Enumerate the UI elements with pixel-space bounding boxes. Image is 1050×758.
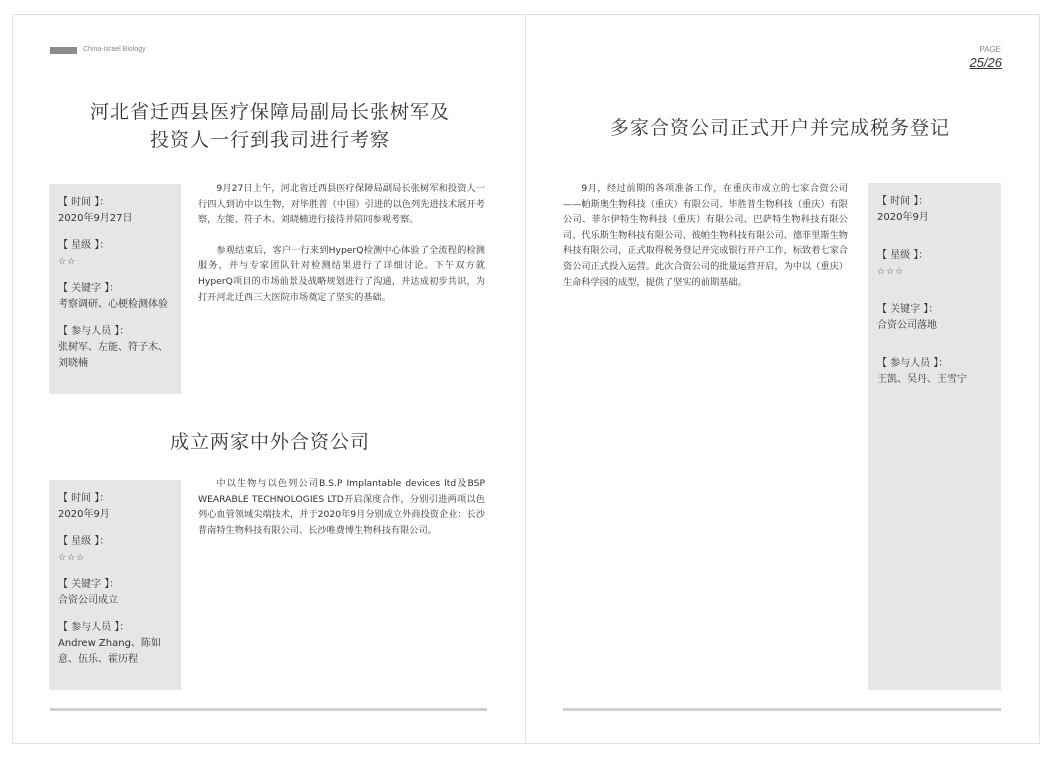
article3-body: [563, 181, 848, 305]
time-field: [58, 195, 172, 227]
people-label: 【 参与人员 】：: [877, 358, 949, 369]
page-number: 25/26: [969, 55, 1002, 70]
keyword-field: [58, 577, 172, 609]
article1-title: [60, 98, 480, 154]
article3-title: 多家合资公司正式开户并完成税务登记: [609, 117, 950, 139]
time-field: [58, 491, 172, 523]
article1-paragraph-2: 参观结束后，客户一行来到HyperQ检测中心体验了全流程的检测服务，并与专家团队针对检测结果进行了详细讨论。下午双方就HyperQ项目的市场前景及战略规划进行了沟通，并达成初步共识，为打开河北迁西三大医院市场奠定了坚实的基础。: [198, 244, 485, 303]
article1-body: [198, 181, 485, 320]
article3-info-box: [868, 183, 1001, 690]
people-field: [877, 356, 992, 388]
keyword-value: 考察调研、心梗检测体验: [58, 299, 168, 310]
people-value: Andrew Zhang、陈如意、伍乐、霍历程: [58, 638, 161, 665]
level-field: [58, 534, 172, 566]
level-field: [877, 248, 992, 280]
article2-title: 成立两家中外合资公司: [169, 431, 370, 453]
time-value: 2020年9月: [58, 509, 110, 520]
time-label: 【 时间 】：: [58, 197, 110, 208]
people-label: 【 参与人员 】：: [58, 622, 130, 633]
time-value: 2020年9月: [877, 212, 929, 223]
left-footer-rule: [50, 708, 487, 711]
star-rating: ☆☆☆: [58, 553, 86, 563]
star-rating: ☆☆☆: [877, 267, 905, 277]
article1-paragraph-1: 9月27日上午，河北省迁西县医疗保障局副局长张树军和投资人一行四人到访中以生物，对毕胜普（中国）引进的以色列先进技术展开考察，左能、符子木、刘晓楠进行接待并陪同参观考察。: [198, 183, 485, 226]
people-field: [58, 620, 172, 668]
right-footer-rule: [563, 708, 1001, 711]
header-bar-decoration: [50, 47, 77, 54]
time-field: [877, 194, 992, 226]
article1-title-line2: 投资人一行到我司进行考察: [149, 129, 390, 151]
article2-body: [198, 476, 485, 553]
level-label: 【 星级 】：: [58, 536, 110, 547]
people-label: 【 参与人员 】：: [58, 326, 130, 337]
level-label: 【 星级 】：: [877, 250, 929, 261]
keyword-label: 【 关键字 】：: [58, 283, 120, 294]
article1-info-box: [49, 184, 181, 394]
time-label: 【 时间 】：: [58, 493, 110, 504]
time-label: 【 时间 】：: [877, 196, 929, 207]
article1-title-line1: 河北省迁西县医疗保障局副局长张树军及: [89, 101, 450, 123]
star-rating: ☆☆: [58, 257, 77, 267]
level-field: [58, 238, 172, 270]
header-brand: China-Israel Biology: [83, 46, 146, 53]
keyword-value: 合资公司落地: [877, 320, 937, 331]
keyword-label: 【 关键字 】：: [877, 304, 939, 315]
article2-info-box: [49, 480, 181, 690]
page-label: PAGE: [979, 45, 1001, 54]
people-value: 张树军、左能、符子木、刘晓楠: [58, 342, 168, 369]
keyword-field: [58, 281, 172, 313]
keyword-field: [877, 302, 992, 334]
time-value: 2020年9月27日: [58, 213, 133, 224]
people-value: 王凯、吴丹、王雪宁: [877, 374, 967, 385]
people-field: [58, 324, 172, 372]
level-label: 【 星级 】：: [58, 240, 110, 251]
keyword-value: 合资公司成立: [58, 595, 118, 606]
article2-paragraph-1: 中以生物与以色列公司B.S.P Implantable devices ltd及BSP WEARABLE TECHNOLOGIES LTD开启深度合作，分别引进两项以色列心血管领域尖端技术，并于2020年9月分别成立外商投资企业：长沙普南特生物科技有限公司、长沙唯费博生物科技有限公司。: [198, 478, 485, 536]
article3-paragraph-1: 9月，经过前期的各项准备工作，在重庆市成立的七家合资公司——帕斯奥生物科技（重庆）有限公司、毕胜普生物科技（重庆）有限公司、菲尔伊特生物科技（重庆）有限公司、巴萨特生物科技有限公司、代乐斯生物科技有限公司、彼帕生物科技有限公司、德菲里斯生物科技有限公司，正式取得税务登记并完成银行开户工作，标致着七家合资公司正式投入运营。此次合资公司的批量运营开启，为中以（重庆）生命科学园的成型，提供了坚实的前期基础。: [563, 183, 848, 288]
keyword-label: 【 关键字 】：: [58, 579, 120, 590]
